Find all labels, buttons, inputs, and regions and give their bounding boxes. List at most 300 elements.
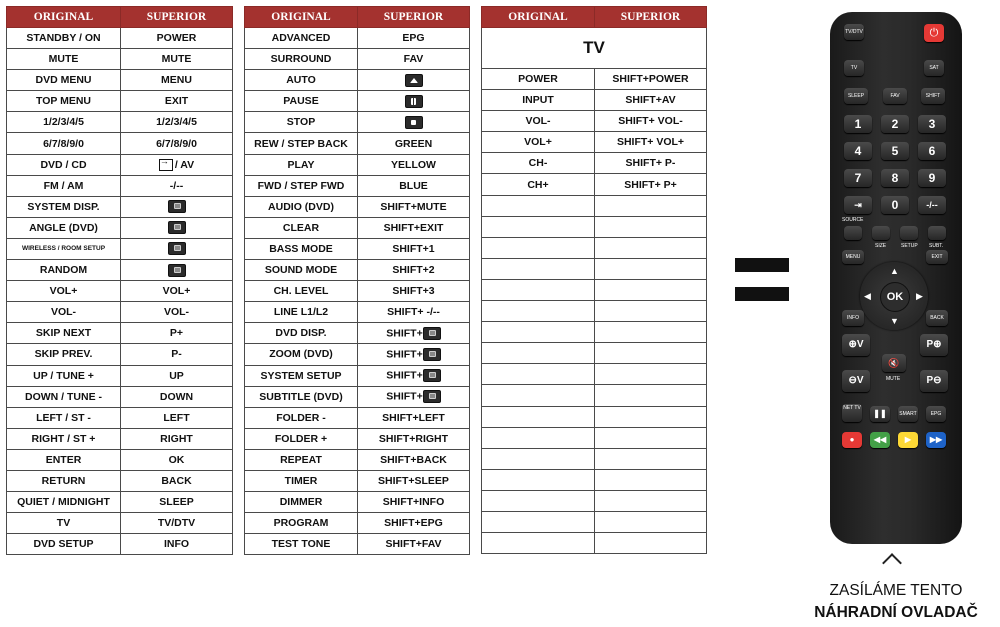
empty-cell (482, 258, 595, 279)
number-5-button: 5 (881, 142, 909, 160)
original-cell: TEST TONE (245, 534, 358, 555)
superior-label: -/-- (169, 179, 184, 192)
navigation-pad (860, 262, 928, 330)
original-cell: TIMER (245, 470, 358, 491)
empty-cell (595, 469, 707, 490)
header-superior: SUPERIOR (595, 7, 707, 28)
superior-label: SHIFT+ VOL+ (616, 136, 685, 149)
table-row (245, 49, 470, 70)
superior-cell (358, 238, 470, 259)
mute-icon: 🔇 (882, 354, 906, 372)
function-button-icon (423, 327, 441, 340)
tvdtv-button: TV/DTV (844, 24, 864, 40)
original-cell: INPUT (482, 90, 595, 111)
superior-label: DOWN (159, 390, 194, 403)
superior-cell (121, 28, 233, 49)
function-button-icon (168, 242, 186, 255)
original-cell: ADVANCED (245, 28, 358, 49)
sleep-button: SLEEP (844, 88, 868, 104)
table-row (7, 175, 233, 196)
caption-line-1: ZASÍLÁME TENTO (829, 582, 963, 599)
superior-cell (358, 428, 470, 449)
original-cell: LEFT / ST - (7, 407, 121, 428)
empty-row (482, 406, 707, 427)
superior-label: OK (168, 453, 185, 466)
superior-label: SHIFT+POWER (612, 73, 689, 86)
source-icon (159, 159, 173, 171)
epg-button: EPG (926, 406, 946, 422)
empty-cell (595, 279, 707, 300)
table-row (7, 49, 233, 70)
original-cell: SUBTITLE (DVD) (245, 386, 358, 407)
superior-cell (121, 70, 233, 91)
superior-cell (121, 217, 233, 238)
table-row (245, 91, 470, 112)
superior-label: SHIFT+1 (392, 242, 435, 255)
empty-row (482, 427, 707, 448)
superior-cell (358, 28, 470, 49)
superior-label: P+ (169, 327, 184, 340)
superior-cell (358, 344, 470, 365)
superior-label: EPG (402, 32, 425, 45)
subtitle-icon (928, 226, 946, 240)
table-row (245, 28, 470, 49)
pause-icon (405, 95, 423, 108)
superior-label: SHIFT+2 (392, 264, 435, 277)
table-row (7, 534, 233, 555)
table-row (7, 281, 233, 302)
original-cell: SKIP NEXT (7, 323, 121, 344)
superior-cell (358, 175, 470, 196)
empty-cell (482, 322, 595, 343)
pause-icon: ❚❚ (870, 406, 890, 422)
superior-cell (358, 492, 470, 513)
mute-label: MUTE (886, 376, 901, 382)
table-row (245, 386, 470, 407)
superior-label: SHIFT+MUTE (380, 200, 447, 213)
superior-cell (121, 365, 233, 386)
mapping-table-1 (6, 6, 233, 555)
table-row (7, 470, 233, 491)
original-cell: PROGRAM (245, 513, 358, 534)
superior-cell (358, 196, 470, 217)
superior-label: SHIFT+BACK (380, 453, 447, 466)
screen-icon (844, 226, 862, 240)
red-record-icon: ● (842, 432, 862, 448)
original-cell: STOP (245, 112, 358, 133)
original-cell: 1/2/3/4/5 (7, 112, 121, 133)
original-cell: STANDBY / ON (7, 28, 121, 49)
table-row (7, 133, 233, 154)
original-cell: DVD / CD (7, 154, 121, 175)
header-superior: SUPERIOR (358, 7, 470, 28)
original-cell: MUTE (7, 49, 121, 70)
number-3-button: 3 (918, 115, 946, 133)
empty-cell (595, 343, 707, 364)
tv-section-title: TV (482, 28, 707, 69)
empty-cell (482, 490, 595, 511)
number-2-button: 2 (881, 115, 909, 133)
empty-cell (482, 237, 595, 258)
superior-label: INFO (163, 538, 190, 551)
number-1-button: 1 (844, 115, 872, 133)
original-cell: REPEAT (245, 449, 358, 470)
original-cell: FOLDER + (245, 428, 358, 449)
table-row (245, 428, 470, 449)
original-cell: SURROUND (245, 49, 358, 70)
function-button-icon (168, 221, 186, 234)
superior-label: SLEEP (159, 496, 194, 509)
table-row (7, 217, 233, 238)
superior-label: LEFT (163, 411, 190, 424)
table-row (482, 90, 707, 111)
original-cell: SKIP PREV. (7, 344, 121, 365)
superior-label: SHIFT+ (386, 327, 423, 340)
empty-row (482, 364, 707, 385)
original-cell: VOL- (482, 111, 595, 132)
superior-cell (121, 534, 233, 555)
size-label: SIZE (875, 243, 887, 249)
superior-label: MUTE (161, 53, 192, 66)
ok-button: OK (880, 282, 910, 312)
empty-row (482, 301, 707, 322)
green-rewind-icon: ◀◀ (870, 432, 890, 448)
table-row (7, 513, 233, 534)
superior-label: GREEN (394, 137, 433, 150)
superior-label: SHIFT+ VOL- (618, 115, 683, 128)
original-cell: FOLDER - (245, 407, 358, 428)
superior-cell (358, 133, 470, 154)
empty-row (482, 448, 707, 469)
empty-row (482, 258, 707, 279)
number-7-button: 7 (844, 169, 872, 187)
original-cell: DVD MENU (7, 70, 121, 91)
superior-cell (121, 260, 233, 281)
superior-cell (121, 407, 233, 428)
caption-line-2: NÁHRADNÍ OVLADAČ (814, 604, 978, 621)
original-cell: DOWN / TUNE - (7, 386, 121, 407)
original-cell: RETURN (7, 470, 121, 491)
superior-cell (358, 281, 470, 302)
table-row (482, 174, 707, 195)
arrow-down-icon: ▼ (890, 316, 899, 326)
superior-cell (358, 513, 470, 534)
program-up-button: P⊕ (920, 334, 948, 356)
net-tv-button: NET TV (842, 404, 862, 422)
empty-cell (482, 301, 595, 322)
remote-control-image (830, 12, 962, 544)
superior-cell (358, 302, 470, 323)
superior-label: POWER (156, 32, 197, 45)
superior-cell (358, 217, 470, 238)
table-row (245, 365, 470, 386)
original-cell: 6/7/8/9/0 (7, 133, 121, 154)
table-row (245, 112, 470, 133)
empty-cell (595, 511, 707, 532)
table-row (245, 70, 470, 91)
original-cell: DVD SETUP (7, 534, 121, 555)
superior-cell (595, 111, 707, 132)
superior-cell (595, 174, 707, 195)
superior-cell (121, 513, 233, 534)
function-button-icon (168, 264, 186, 277)
superior-cell (358, 470, 470, 491)
original-cell: BASS MODE (245, 238, 358, 259)
superior-cell (358, 49, 470, 70)
table-row (7, 196, 233, 217)
empty-cell (595, 301, 707, 322)
table-row (245, 302, 470, 323)
table-row (7, 365, 233, 386)
superior-label: BACK (161, 475, 192, 488)
superior-label: SHIFT+3 (392, 285, 435, 298)
table-row (7, 323, 233, 344)
original-cell: PLAY (245, 154, 358, 175)
original-cell: CLEAR (245, 217, 358, 238)
superior-cell (121, 428, 233, 449)
empty-row (482, 490, 707, 511)
original-cell: UP / TUNE + (7, 365, 121, 386)
superior-label: 6/7/8/9/0 (156, 137, 197, 150)
shift-button: SHIFT (921, 88, 945, 104)
superior-cell (121, 344, 233, 365)
original-cell: RIGHT / ST + (7, 428, 121, 449)
superior-label: FAV (403, 53, 424, 66)
empty-row (482, 533, 707, 554)
superior-cell (358, 323, 470, 344)
original-cell: DVD DISP. (245, 323, 358, 344)
original-cell: SYSTEM DISP. (7, 196, 121, 217)
table-row (7, 407, 233, 428)
stop-icon (405, 116, 423, 129)
superior-cell (595, 90, 707, 111)
superior-cell (595, 153, 707, 174)
exit-button: EXIT (926, 250, 948, 264)
empty-cell (595, 322, 707, 343)
function-button-icon (168, 200, 186, 213)
superior-label: RIGHT (160, 432, 193, 445)
table-row (7, 428, 233, 449)
superior-cell (358, 386, 470, 407)
superior-cell (121, 492, 233, 513)
superior-cell (121, 238, 233, 259)
empty-row (482, 322, 707, 343)
number-9-button: 9 (918, 169, 946, 187)
original-cell: RANDOM (7, 260, 121, 281)
table-row (7, 91, 233, 112)
table-row (245, 281, 470, 302)
superior-label: P- (171, 348, 182, 361)
table-row (482, 132, 707, 153)
superior-cell (121, 196, 233, 217)
sat-button: SAT (924, 60, 944, 76)
original-cell: CH. LEVEL (245, 281, 358, 302)
superior-label: SHIFT+LEFT (382, 411, 445, 424)
volume-down-button: ⊖V (842, 370, 870, 392)
superior-cell (358, 91, 470, 112)
table-row (245, 492, 470, 513)
superior-cell (121, 302, 233, 323)
superior-cell (121, 49, 233, 70)
superior-cell (358, 449, 470, 470)
table-row (7, 112, 233, 133)
tv-button: TV (844, 60, 864, 76)
empty-cell (595, 385, 707, 406)
eject-icon (405, 74, 423, 87)
original-cell: POWER (482, 69, 595, 90)
table-row (245, 154, 470, 175)
empty-cell (482, 511, 595, 532)
superior-label: 1/2/3/4/5 (156, 116, 197, 129)
table-row (482, 69, 707, 90)
smart-button: SMART (898, 406, 918, 422)
original-cell: CH+ (482, 174, 595, 195)
table-row (7, 449, 233, 470)
empty-row (482, 279, 707, 300)
superior-cell (121, 323, 233, 344)
original-cell: DIMMER (245, 492, 358, 513)
function-button-icon (423, 348, 441, 361)
empty-cell (595, 216, 707, 237)
table-row (245, 238, 470, 259)
superior-cell (121, 154, 233, 175)
superior-cell (595, 69, 707, 90)
superior-label: SHIFT+AV (625, 94, 676, 107)
number-6-button: 6 (918, 142, 946, 160)
header-original: ORIGINAL (7, 7, 121, 28)
superior-cell (358, 154, 470, 175)
empty-cell (595, 490, 707, 511)
superior-label: EXIT (164, 95, 189, 108)
table-row (7, 260, 233, 281)
superior-cell (358, 260, 470, 281)
superior-label: SHIFT+INFO (382, 496, 445, 509)
superior-cell (121, 175, 233, 196)
fav-button: FAV (883, 88, 907, 104)
blue-forward-icon: ▶▶ (926, 432, 946, 448)
function-button-icon (423, 369, 441, 382)
empty-cell (482, 195, 595, 216)
yellow-play-icon: ▶ (898, 432, 918, 448)
dash-button: -/-- (918, 196, 946, 214)
superior-label: SHIFT+EPG (384, 517, 443, 530)
empty-cell (482, 385, 595, 406)
menu-button: MENU (842, 250, 864, 264)
table-row (245, 260, 470, 281)
original-cell: FWD / STEP FWD (245, 175, 358, 196)
empty-cell (482, 533, 595, 554)
superior-label: SHIFT+SLEEP (378, 475, 449, 488)
original-cell: FM / AM (7, 175, 121, 196)
empty-cell (482, 216, 595, 237)
source-label: SOURCE (842, 217, 864, 223)
superior-cell (358, 70, 470, 91)
header-original: ORIGINAL (245, 7, 358, 28)
superior-cell (358, 365, 470, 386)
superior-cell (121, 91, 233, 112)
arrow-up-icon: ▲ (890, 266, 899, 276)
empty-cell (482, 469, 595, 490)
table-row (482, 153, 707, 174)
superior-label: YELLOW (391, 158, 436, 171)
original-cell: VOL+ (7, 281, 121, 302)
empty-cell (482, 427, 595, 448)
number-4-button: 4 (844, 142, 872, 160)
original-cell: ENTER (7, 449, 121, 470)
superior-label: SHIFT+ (386, 348, 423, 361)
empty-row (482, 216, 707, 237)
empty-cell (595, 533, 707, 554)
superior-cell (358, 407, 470, 428)
equals-bar-top (735, 258, 789, 272)
empty-cell (595, 258, 707, 279)
table-row (245, 133, 470, 154)
table-row (245, 513, 470, 534)
original-cell: VOL- (7, 302, 121, 323)
mapping-table-tv (481, 6, 707, 554)
superior-cell (121, 386, 233, 407)
superior-label: SHIFT+ (386, 390, 423, 403)
source-icon: ⇥ (844, 196, 872, 214)
function-button-icon (423, 390, 441, 403)
superior-cell (358, 112, 470, 133)
table-row (7, 238, 233, 259)
superior-cell (358, 534, 470, 555)
volume-up-button: ⊕V (842, 334, 870, 356)
mapping-table-2 (244, 6, 470, 555)
original-cell: REW / STEP BACK (245, 133, 358, 154)
original-cell: AUTO (245, 70, 358, 91)
superior-cell (121, 281, 233, 302)
original-cell: LINE L1/L2 (245, 302, 358, 323)
empty-cell (595, 427, 707, 448)
superior-label: MENU (161, 74, 192, 87)
superior-label: SHIFT+FAV (385, 538, 442, 551)
original-cell: WIRELESS / ROOM SETUP (7, 238, 121, 259)
table-row (7, 70, 233, 91)
superior-cell (121, 133, 233, 154)
original-cell: TV (7, 513, 121, 534)
empty-cell (482, 406, 595, 427)
original-cell: SYSTEM SETUP (245, 365, 358, 386)
table-row (7, 302, 233, 323)
superior-cell (121, 449, 233, 470)
table-row (245, 344, 470, 365)
back-button: BACK (926, 310, 948, 326)
superior-label: TV/DTV (157, 517, 196, 530)
original-cell: QUIET / MIDNIGHT (7, 492, 121, 513)
program-down-button: P⊖ (920, 370, 948, 392)
number-0-button: 0 (881, 196, 909, 214)
empty-cell (595, 195, 707, 216)
empty-cell (482, 448, 595, 469)
original-cell: ZOOM (DVD) (245, 344, 358, 365)
empty-cell (482, 364, 595, 385)
caret-up-icon (882, 553, 902, 573)
superior-label: SHIFT+EXIT (383, 221, 444, 234)
empty-cell (595, 448, 707, 469)
empty-cell (482, 279, 595, 300)
original-cell: VOL+ (482, 132, 595, 153)
header-original: ORIGINAL (482, 7, 595, 28)
superior-cell (595, 132, 707, 153)
superior-label: VOL+ (162, 285, 191, 298)
table-row (7, 344, 233, 365)
superior-label: SHIFT+RIGHT (378, 432, 449, 445)
original-cell: PAUSE (245, 91, 358, 112)
superior-label: SHIFT+ P- (625, 157, 676, 170)
arrow-right-icon: ▶ (916, 291, 923, 301)
